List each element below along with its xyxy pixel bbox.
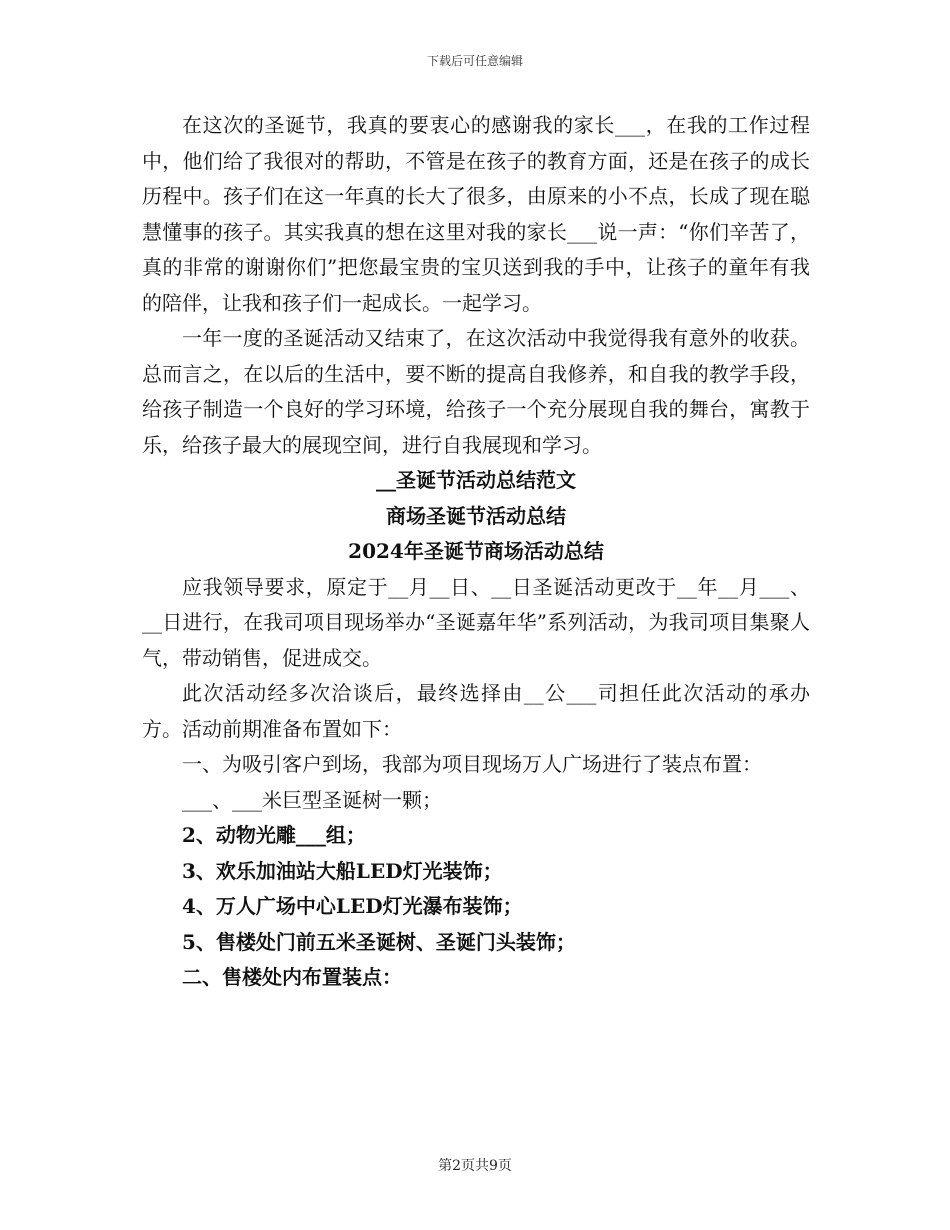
list-item: 2、动物光雕___组；	[182, 823, 366, 847]
list-item: 3、欢乐加油站大船LED灯光装饰；	[182, 858, 503, 883]
section-subtitle: 商场圣诞节活动总结	[386, 503, 566, 528]
page-header: 下载后可任意编辑	[426, 54, 523, 68]
section-title: __圣诞节活动总结范文	[376, 468, 576, 492]
paragraph-thanks: 在这次的圣诞节，我真的要衷心的感谢我的家长___，在我的工作过程中，他们给了我很对的帮助，不管是在孩子的教育方面，还是在孩子的成长历程中。孩子们在这一年真的长大了很多，由原来的小不点，长成了现在聪慧懂事的孩子。其实我真的想在这里对我的家长___说一声：“你们辛苦了，真的非常的谢谢你们”把您最宝贵的宝贝送到我的手中，让孩子的童年有我的陪伴，让我和孩子们一起成长。一起学习。	[142, 113, 810, 315]
list-item: 5、售楼处门前五米圣诞树、圣诞门头装饰；	[182, 929, 576, 954]
page-number: 第2页共9页	[438, 1158, 512, 1174]
list-item: 4、万人广场中心LED灯光瀑布装饰；	[182, 894, 523, 918]
list-item: ___、___米巨型圣诞树一颗；	[182, 787, 442, 812]
paragraph-summary: 一年一度的圣诞活动又结束了，在这次活动中我觉得我有意外的收获。总而言之，在以后的生活中，要不断的提高自我修养，和自我的教学手段，给孩子制造一个良好的学习环境，给孩子一个充分展现自我的舞台，寓教于乐，给孩子最大的展现空间，进行自我展现和学习。	[142, 326, 810, 457]
list-heading-decoration: 一、为吸引客户到场，我部为项目现场万人广场进行了装点布置：	[182, 752, 762, 776]
list-heading-interior: 二、售楼处内布置装点：	[182, 965, 402, 989]
document-title: 2024年圣诞节商场活动总结	[348, 539, 604, 563]
paragraph-schedule: 应我领导要求，原定于__月__日、__日圣诞活动更改于__年__月___、__日进行，在我司项目现场举办“圣诞嘉年华”系列活动，为我司项目集聚人气，带动销售，促进成交。	[142, 574, 810, 670]
document-body	[142, 108, 810, 996]
paragraph-organizer: 此次活动经多次洽谈后，最终选择由__公___司担任此次活动的承办方。活动前期准备布置如下：	[142, 681, 810, 741]
